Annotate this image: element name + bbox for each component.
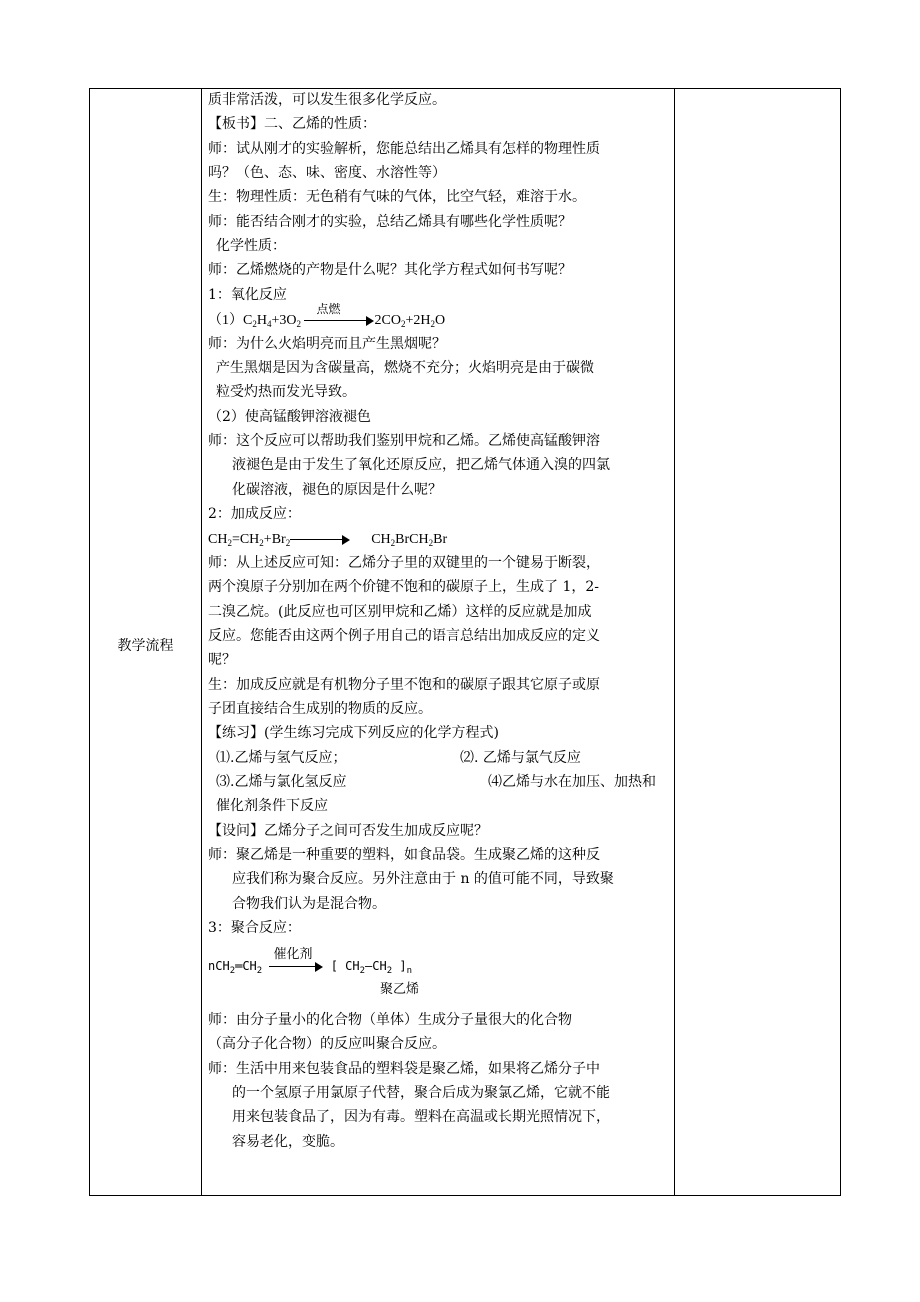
text-line: 【板书】二、乙烯的性质： bbox=[208, 116, 376, 132]
text-line: 化学性质： bbox=[216, 238, 286, 254]
column-divider-1 bbox=[201, 89, 202, 1195]
column-divider-2 bbox=[674, 89, 675, 1195]
text-line: 呢？ bbox=[208, 652, 236, 668]
reaction-arrow: 催化剂 bbox=[269, 962, 323, 972]
text-line: 二溴乙烷。(此反应也可区别甲烷和乙烯）这样的反应就是加成 bbox=[208, 604, 592, 620]
text-line: 的一个氢原子用氯原子代替，聚合后成为聚氯乙烯，它就不能 bbox=[232, 1085, 610, 1101]
text-line: 生：物理性质：无色稍有气味的气体，比空气轻，难溶于水。 bbox=[208, 189, 586, 205]
text-line: 吗？（色、态、味、密度、水溶性等） bbox=[208, 165, 446, 181]
text-line: 师：乙烯燃烧的产物是什么呢？其化学方程式如何书写呢？ bbox=[208, 262, 572, 278]
text-line: 产生黑烟是因为含碳量高，燃烧不充分；火焰明亮是由于碳微 bbox=[216, 360, 594, 376]
text-line: 应我们称为聚合反应。另外注意由于 n 的值可能不同，导致聚 bbox=[232, 871, 614, 887]
equation-polymerization: $nCH_2═CH_2$ 催化剂 [ $CH_2—CH_2$ ]$_n$ bbox=[208, 946, 412, 976]
text-line: 两个溴原子分别加在两个价键不饱和的碳原子上，生成了 1，2- bbox=[208, 579, 599, 595]
exercise-item: ⑵. 乙烯与氯气反应 bbox=[460, 750, 581, 766]
text-line: （2）使高锰酸钾溶液褪色 bbox=[208, 409, 371, 425]
text-line: 师：试从刚才的实验解析，您能总结出乙烯具有怎样的物理性质 bbox=[208, 141, 600, 157]
exercise-item: ⑶.乙烯与氯化氢反应 bbox=[216, 774, 347, 790]
text-line: 液褪色是由于发生了氧化还原反应，把乙烯气体通入溴的四氯 bbox=[232, 457, 610, 473]
text-line: 师：能否结合刚才的实验，总结乙烯具有哪些化学性质呢？ bbox=[208, 214, 572, 230]
text-line: 师：为什么火焰明亮而且产生黑烟呢？ bbox=[208, 336, 446, 352]
text-line: 师：这个反应可以帮助我们鉴别甲烷和乙烯。乙烯使高锰酸钾溶 bbox=[208, 433, 600, 449]
text-line: 2：加成反应： bbox=[208, 506, 301, 522]
text-line: 师：由分子量小的化合物（单体）生成分子量很大的化合物 bbox=[208, 1012, 572, 1028]
product-name: 聚乙烯 bbox=[380, 982, 420, 997]
text-line: 【设问】乙烯分子之间可否发生加成反应呢？ bbox=[208, 823, 488, 839]
exercise-item: 催化剂条件下反应 bbox=[216, 798, 328, 814]
text-line: 化碳溶液，褪色的原因是什么呢？ bbox=[232, 482, 442, 498]
text-line: 子团直接结合生成别的物质的反应。 bbox=[208, 701, 432, 717]
text-line: 生：加成反应就是有机物分子里不饱和的碳原子跟其它原子或原 bbox=[208, 677, 600, 693]
lesson-table bbox=[89, 88, 841, 1196]
exercise-item: ⑴.乙烯与氢气反应； bbox=[216, 750, 347, 766]
text-line: 【练习】(学生练习完成下列反应的化学方程式) bbox=[208, 725, 499, 741]
text-line: 粒受灼热而发光导致。 bbox=[216, 384, 356, 400]
reaction-arrow bbox=[290, 535, 350, 545]
equation-combustion: $(1)C_2H_4+3O_2$ 点燃 $2CO_2+2H_2O$ bbox=[208, 301, 446, 329]
exercise-item: ⑷乙烯与水在加压、加热和 bbox=[488, 774, 656, 790]
text-line: 用来包装食品了，因为有毒。塑料在高温或长期光照情况下， bbox=[232, 1109, 610, 1125]
text-line: 师：从上述反应可知：乙烯分子里的双键里的一个键易于断裂， bbox=[208, 555, 600, 571]
text-line: 反应。您能否由这两个例子用自己的语言总结出加成反应的定义 bbox=[208, 628, 600, 644]
text-line: 3：聚合反应： bbox=[208, 920, 301, 936]
row-label: 教学流程 bbox=[117, 638, 174, 654]
text-line: 1：氧化反应 bbox=[208, 287, 287, 303]
reaction-arrow: 点燃 bbox=[304, 316, 374, 326]
text-line: 合物我们认为是混合物。 bbox=[232, 896, 386, 912]
text-line: 质非常活泼，可以发生很多化学反应。 bbox=[208, 92, 446, 108]
equation-addition: $CH_2=CH_2+Br_2$ $CH_2BrCH_2Br$ bbox=[208, 532, 448, 548]
text-line: 师：聚乙烯是一种重要的塑料，如食品袋。生成聚乙烯的这种反 bbox=[208, 847, 600, 863]
text-line: 容易老化，变脆。 bbox=[232, 1134, 344, 1150]
text-line: 师：生活中用来包装食品的塑料袋是聚乙烯，如果将乙烯分子中 bbox=[208, 1061, 600, 1077]
text-line: （高分子化合物）的反应叫聚合反应。 bbox=[208, 1036, 446, 1052]
